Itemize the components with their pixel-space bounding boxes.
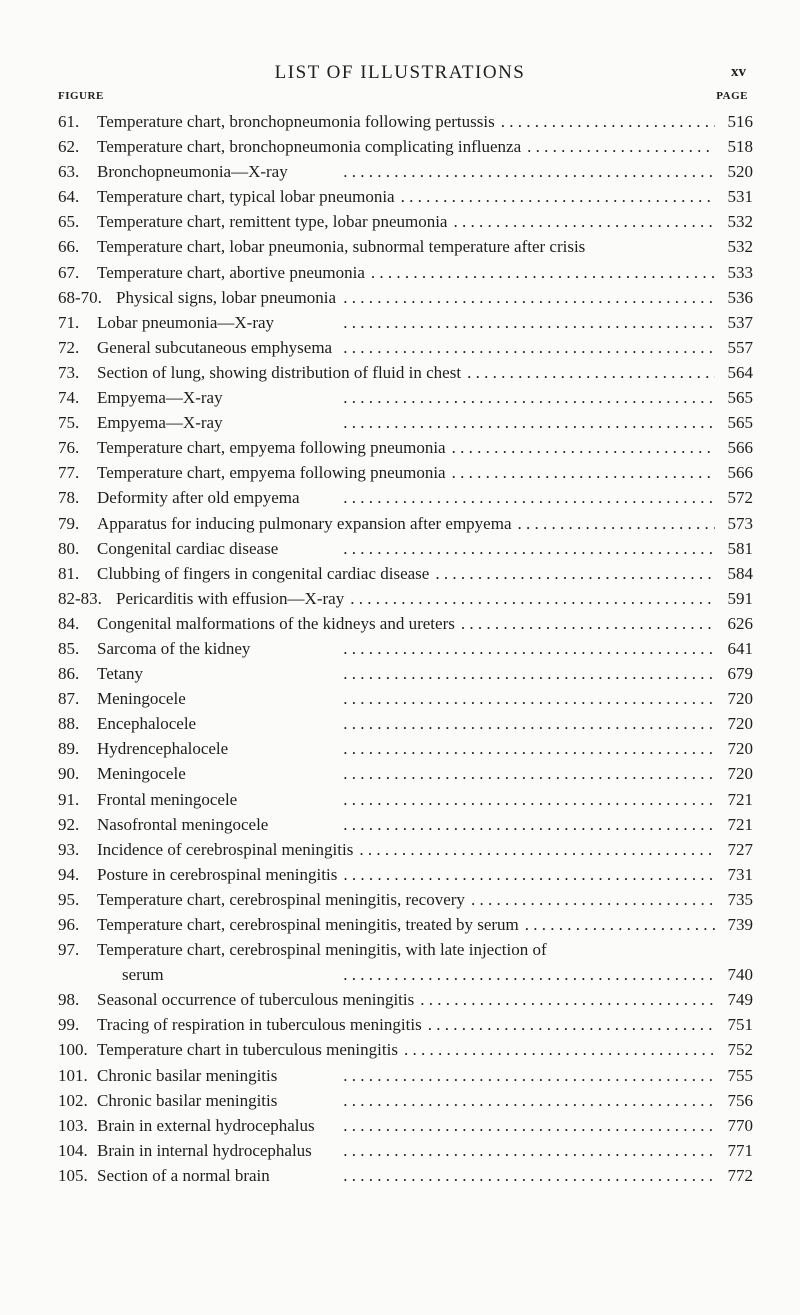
figure-title: Bronchopneumonia—X-ray <box>97 162 288 182</box>
figure-number: 77. <box>58 463 80 483</box>
page-ref: 756 <box>727 1090 753 1110</box>
list-item <box>58 837 753 862</box>
figure-title: Temperature chart, empyema following pneumonia <box>97 438 446 458</box>
figure-number: 72. <box>58 337 80 357</box>
dot-leader <box>422 1012 715 1037</box>
figure-title: Encephalocele <box>97 714 197 734</box>
figure-title: Tracing of respiration in tuberculous meningitis <box>97 1015 422 1035</box>
dot-leader <box>312 1138 715 1163</box>
figure-number: 66. <box>58 237 80 257</box>
figure-title: Temperature chart, cerebrospinal meningitis, treated by serum <box>97 915 519 934</box>
figure-title: Nasofrontal meningocele <box>97 814 269 834</box>
dot-leader <box>447 209 715 234</box>
dot-leader <box>465 887 715 912</box>
figure-title: Section of lung, showing distribution of fluid in chest <box>97 362 462 382</box>
list-item <box>58 586 753 611</box>
list-item <box>58 1037 753 1062</box>
page-ref: 731 <box>727 864 753 884</box>
dot-leader <box>300 485 715 510</box>
list-item <box>58 736 753 761</box>
figure-title: Posture in cerebrospinal meningitis <box>97 864 338 884</box>
figure-title: Temperature chart, empyema following pneumonia <box>97 463 446 483</box>
figure-number: 71. <box>58 312 80 332</box>
figure-number: 88. <box>58 714 80 734</box>
dot-leader <box>429 561 715 586</box>
page-ref: 721 <box>727 814 753 834</box>
figure-number: 95. <box>58 889 80 909</box>
figure-title: Meningocele <box>97 689 186 709</box>
dot-leader <box>277 1088 715 1113</box>
page-ref: 532 <box>727 237 753 257</box>
dot-leader <box>315 1113 715 1138</box>
list-item <box>58 536 753 561</box>
dot-leader <box>143 661 715 686</box>
page-ref: 720 <box>727 714 753 734</box>
page-number: xv <box>731 64 746 80</box>
list-item <box>58 1088 753 1113</box>
figure-title: Temperature chart, cerebrospinal meningitis, recovery <box>97 889 465 909</box>
dot-leader <box>446 460 715 485</box>
page-ref: 755 <box>727 1065 753 1085</box>
page-ref: 565 <box>727 413 753 433</box>
list-item <box>58 109 753 134</box>
dot-leader <box>196 711 715 736</box>
figure-number: 64. <box>58 187 80 207</box>
dot-leader <box>288 159 715 184</box>
page-ref: 735 <box>727 889 753 909</box>
list-item <box>58 511 753 536</box>
figure-number: 81. <box>58 563 80 583</box>
figure-number: 75. <box>58 413 80 433</box>
page-ref: 720 <box>727 689 753 709</box>
list-item <box>58 787 753 812</box>
dot-leader <box>585 234 715 259</box>
figure-title: Temperature chart, lobar pneumonia, subnormal temperature after crisis <box>97 237 586 257</box>
list-item <box>58 234 753 259</box>
page-ref: 641 <box>727 638 753 658</box>
figure-title: Frontal meningocele <box>97 789 238 809</box>
dot-leader <box>186 761 715 786</box>
figure-number: 74. <box>58 388 80 408</box>
dot-leader <box>365 260 715 285</box>
figure-number: 90. <box>58 764 80 784</box>
dot-leader <box>521 134 715 159</box>
figure-title: Empyema—X-ray <box>97 413 223 433</box>
page-ref: 533 <box>727 262 753 282</box>
list-item <box>58 937 753 987</box>
list-item <box>58 1163 753 1188</box>
figure-number: 65. <box>58 212 80 232</box>
figure-title: Deformity after old empyema <box>97 488 300 508</box>
illustration-list <box>58 109 753 1188</box>
dot-leader <box>461 360 715 385</box>
figure-number: 101. <box>58 1065 88 1085</box>
figure-title: Clubbing of fingers in congenital cardiac disease <box>97 563 430 583</box>
list-item <box>58 711 753 736</box>
dot-leader <box>336 285 715 310</box>
dot-leader <box>270 1163 715 1188</box>
figure-number: 100. <box>58 1040 88 1060</box>
figure-number: 68-70. <box>58 287 102 307</box>
page-ref: 626 <box>727 613 753 633</box>
page-ref: 531 <box>727 187 753 207</box>
dot-leader <box>277 1063 715 1088</box>
page-ref: 537 <box>727 312 753 332</box>
figure-title-continued: serum <box>122 965 164 985</box>
list-item <box>58 561 753 586</box>
page-ref: 721 <box>727 789 753 809</box>
figure-number: 105. <box>58 1165 88 1185</box>
dot-leader <box>228 736 715 761</box>
figure-title: Temperature chart, bronchopneumonia following pertussis <box>97 112 495 131</box>
figure-number: 97. <box>58 940 80 960</box>
figure-title: Tetany <box>97 664 144 684</box>
figure-title: Temperature chart, cerebrospinal meningitis, with late injection of <box>97 940 547 960</box>
dot-leader <box>519 912 715 937</box>
dot-leader <box>353 837 715 862</box>
page-ref: 520 <box>727 162 753 182</box>
page-ref: 565 <box>727 388 753 408</box>
page-ref: 532 <box>727 212 753 232</box>
page-ref: 518 <box>727 137 753 157</box>
page-ref: 584 <box>727 563 753 583</box>
figure-number: 94. <box>58 864 80 884</box>
page-ref: 566 <box>727 463 753 483</box>
figure-number: 91. <box>58 789 80 809</box>
list-item <box>58 460 753 485</box>
dot-leader <box>414 987 715 1012</box>
figure-title: Physical signs, lobar pneumonia <box>116 287 337 307</box>
figure-number: 98. <box>58 990 80 1010</box>
dot-leader <box>332 335 715 360</box>
figure-number: 99. <box>58 1015 80 1035</box>
figure-title: Temperature chart, typical lobar pneumonia <box>97 187 395 207</box>
page-ref: 557 <box>727 337 753 357</box>
figure-number: 103. <box>58 1115 88 1135</box>
dot-leader <box>237 787 715 812</box>
figure-title: Brain in internal hydrocephalus <box>97 1140 312 1160</box>
list-item <box>58 862 753 887</box>
page-ref: 679 <box>727 664 753 684</box>
figure-number: 96. <box>58 915 80 934</box>
list-item <box>58 1138 753 1163</box>
page-ref: 581 <box>727 538 753 558</box>
figure-number: 104. <box>58 1140 88 1160</box>
figure-title: Temperature chart in tuberculous meningitis <box>97 1040 398 1060</box>
page-ref: 740 <box>727 965 753 985</box>
page-ref: 516 <box>727 112 753 131</box>
figure-number: 93. <box>58 839 80 859</box>
list-item <box>58 686 753 711</box>
figure-number: 85. <box>58 638 80 658</box>
column-heading-figure: FIGURE <box>58 90 104 102</box>
page-ref: 749 <box>727 990 753 1010</box>
list-item <box>58 761 753 786</box>
figure-number: 89. <box>58 739 80 759</box>
figure-number: 73. <box>58 362 80 382</box>
dot-leader <box>395 184 715 209</box>
page-ref: 751 <box>727 1015 753 1035</box>
list-item <box>58 410 753 435</box>
figure-number: 62. <box>58 137 80 157</box>
figure-title: Temperature chart, remittent type, lobar pneumonia <box>97 212 448 232</box>
list-item <box>58 260 753 285</box>
list-item <box>58 385 753 410</box>
figure-title: Pericarditis with effusion—X-ray <box>116 588 345 608</box>
figure-number: 79. <box>58 513 80 533</box>
dot-leader <box>268 812 715 837</box>
list-item <box>58 1063 753 1088</box>
list-item <box>58 159 753 184</box>
dot-leader <box>455 611 715 636</box>
list-item <box>58 611 753 636</box>
list-item <box>58 485 753 510</box>
page-ref: 566 <box>727 438 753 458</box>
figure-number: 80. <box>58 538 80 558</box>
figure-title: General subcutaneous emphysema <box>97 337 333 357</box>
list-item <box>58 134 753 159</box>
dot-leader <box>511 511 715 536</box>
page-ref: 536 <box>727 287 753 307</box>
figure-title: Temperature chart, abortive pneumonia <box>97 262 365 282</box>
figure-title: Temperature chart, bronchopneumonia complicating influenza <box>97 137 522 157</box>
figure-title: Section of a normal brain <box>97 1165 270 1185</box>
page-ref: 752 <box>727 1040 753 1060</box>
figure-number: 76. <box>58 438 80 458</box>
figure-title: Congenital malformations of the kidneys and ureters <box>97 613 455 633</box>
figure-title: Brain in external hydrocephalus <box>97 1115 315 1135</box>
dot-leader <box>223 385 715 410</box>
dot-leader <box>495 109 715 134</box>
figure-number: 87. <box>58 689 80 709</box>
list-item <box>58 310 753 335</box>
figure-title: Incidence of cerebrospinal meningitis <box>97 839 354 859</box>
figure-title: Chronic basilar meningitis <box>97 1090 278 1110</box>
figure-title: Chronic basilar meningitis <box>97 1065 278 1085</box>
page-ref: 572 <box>727 488 753 508</box>
figure-title: Seasonal occurrence of tuberculous meningitis <box>97 990 415 1010</box>
figure-number: 102. <box>58 1090 88 1110</box>
list-item <box>58 435 753 460</box>
list-item <box>58 812 753 837</box>
figure-title: Apparatus for inducing pulmonary expansion after empyema <box>97 513 512 533</box>
figure-number: 86. <box>58 664 80 684</box>
figure-title: Lobar pneumonia—X-ray <box>97 312 275 332</box>
dot-leader <box>446 435 715 460</box>
list-item <box>58 661 753 686</box>
list-item <box>58 184 753 209</box>
page-ref: 573 <box>727 513 753 533</box>
dot-leader <box>164 962 715 987</box>
dot-leader <box>337 862 715 887</box>
page-ref: 771 <box>727 1140 753 1160</box>
page-ref: 564 <box>727 362 753 382</box>
figure-title: Meningocele <box>97 764 186 784</box>
figure-number: 67. <box>58 262 80 282</box>
list-item <box>58 335 753 360</box>
list-item <box>58 987 753 1012</box>
figure-title: Sarcoma of the kidney <box>97 638 251 658</box>
figure-number: 92. <box>58 814 80 834</box>
list-item <box>58 360 753 385</box>
dot-leader <box>223 410 715 435</box>
page-ref: 720 <box>727 739 753 759</box>
figure-number: 78. <box>58 488 80 508</box>
page-ref: 770 <box>727 1115 753 1135</box>
page-ref: 739 <box>727 915 753 934</box>
figure-title: Hydrencephalocele <box>97 739 229 759</box>
list-item <box>58 912 753 937</box>
page-ref: 772 <box>727 1165 753 1185</box>
list-item <box>58 285 753 310</box>
figure-title: Congenital cardiac disease <box>97 538 279 558</box>
page-ref: 591 <box>727 588 753 608</box>
figure-number: 84. <box>58 613 80 633</box>
dot-leader <box>398 1037 715 1062</box>
dot-leader <box>274 310 715 335</box>
page-ref: 727 <box>727 839 753 859</box>
list-item <box>58 1012 753 1037</box>
page-ref: 720 <box>727 764 753 784</box>
dot-leader <box>344 586 715 611</box>
dot-leader <box>250 636 715 661</box>
list-item <box>58 636 753 661</box>
column-heading-page: PAGE <box>716 90 748 102</box>
list-item <box>58 209 753 234</box>
list-item <box>58 887 753 912</box>
dot-leader <box>278 536 715 561</box>
running-title: LIST OF ILLUSTRATIONS <box>274 62 526 83</box>
dot-leader <box>186 686 715 711</box>
figure-number: 61. <box>58 112 80 131</box>
figure-title: Empyema—X-ray <box>97 388 223 408</box>
figure-number: 63. <box>58 162 80 182</box>
figure-number: 82-83. <box>58 588 102 608</box>
list-item <box>58 1113 753 1138</box>
